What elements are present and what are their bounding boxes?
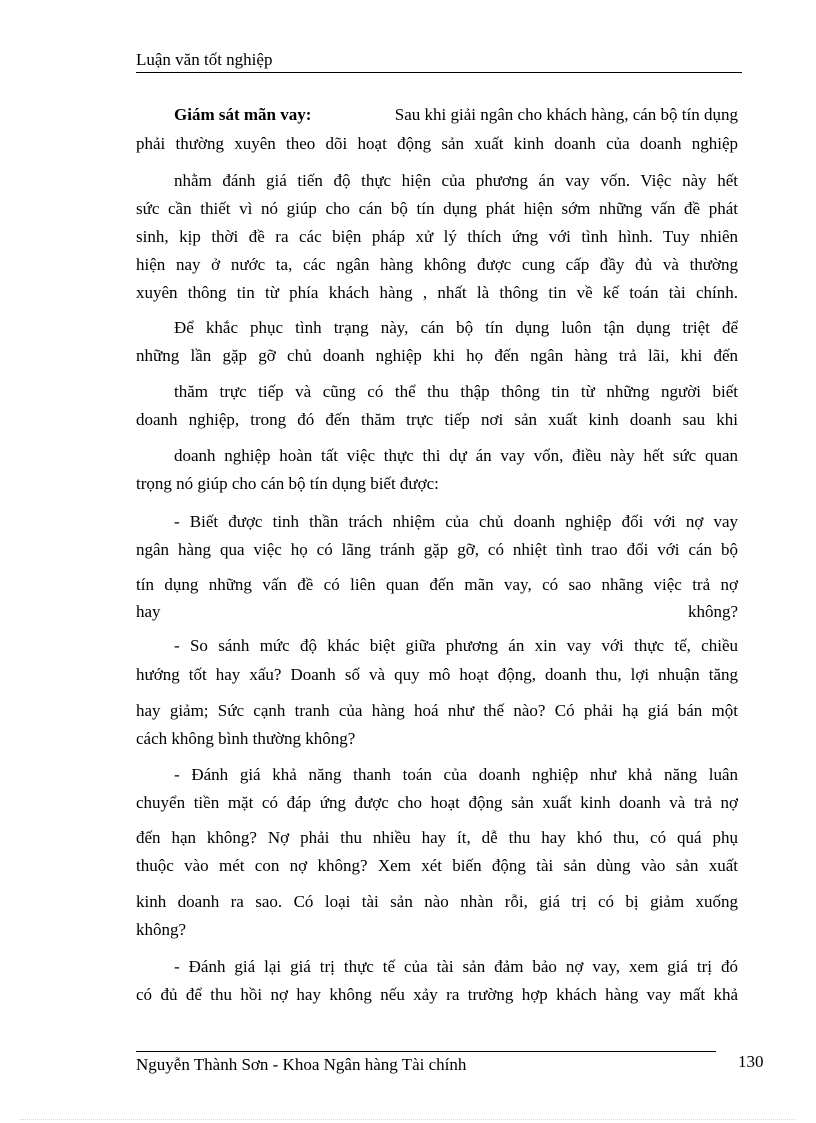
paragraph-line: doanh nghiệp, trong đó đến thăm trực tiếp nơi sản xuất kinh doanh sau khi [136, 410, 738, 429]
bullet-line: cách không bình thường không? [136, 729, 356, 748]
paragraph-line: phải thường xuyên theo dõi hoạt động sản xuất kinh doanh của doanh nghiệp [136, 134, 738, 153]
paragraph-line: hiện nay ở nước ta, các ngân hàng không được cung cấp đầy đủ và thường [136, 255, 738, 274]
footer-author: Nguyễn Thành Sơn - Khoa Ngân hàng Tài chính [136, 1055, 467, 1074]
bullet-word: hay [136, 602, 161, 621]
bullet-line: hay giảm; Sức cạnh tranh của hàng hoá như thế nào? Có phải hạ giá bán một [136, 701, 738, 720]
bullet-line [136, 603, 738, 620]
bullet-line: đến hạn không? Nợ phải thu nhiều hay ít, dễ thu hay khó thu, có quá phụ [136, 828, 738, 847]
bullet-line: - So sánh mức độ khác biệt giữa phương án xin vay với thực tế, chiều [174, 636, 738, 655]
paragraph-line: xuyên thông tin từ phía khách hàng , nhất là thông tin về kế toán tài chính. [136, 283, 738, 302]
page-edge-divider [20, 1119, 796, 1120]
paragraph-line: sinh, kịp thời đề ra các biện pháp xử lý thích ứng với tình hình. Tuy nhiên [136, 227, 738, 246]
bullet-line: ngân hàng qua việc họ có lãng tránh gặp gỡ, có nhiệt tình trao đổi với cán bộ [136, 540, 738, 559]
header-rule [136, 72, 742, 73]
page-number: 130 [738, 1052, 764, 1071]
paragraph-line: Để khắc phục tình trạng này, cán bộ tín dụng luôn tận dụng triệt để [174, 318, 738, 337]
bullet-line: có đủ để thu hồi nợ hay không nếu xảy ra trường hợp khách hàng vay mất khả [136, 985, 738, 1004]
paragraph-line: những lần gặp gỡ chủ doanh nghiệp khi họ đến ngân hàng trả lãi, khi đến [136, 346, 738, 365]
bullet-line: chuyển tiền mặt có đáp ứng được cho hoạt động sản xuất kinh doanh và trả nợ [136, 793, 738, 812]
paragraph-line: thăm trực tiếp và cũng có thể thu thập thông tin từ những người biết [174, 382, 738, 401]
bullet-line: - Đánh giá lại giá trị thực tế của tài sản đảm bảo nợ vay, xem giá trị đó [174, 957, 738, 976]
bullet-line: hướng tốt hay xấu? Doanh số và quy mô hoạt động, doanh thu, lợi nhuận tăng [136, 665, 738, 684]
paragraph-line: doanh nghiệp hoàn tất việc thực thi dự án vay vốn, điều này hết sức quan [174, 446, 738, 465]
bullet-line: - Biết được tinh thần trách nhiệm của chủ doanh nghiệp đối với nợ vay [174, 512, 738, 531]
bullet-line: thuộc vào mét con nợ không? Xem xét biến động tài sản dùng vào sản xuất [136, 856, 738, 875]
running-header: Luận văn tốt nghiệp [136, 50, 273, 69]
bullet-word: không? [687, 602, 738, 621]
paragraph-line: sức cần thiết vì nó giúp cho cán bộ tín dụng phát hiện sớm những vấn đề phát [136, 199, 738, 218]
bullet-line: kinh doanh ra sao. Có loại tài sản nào nhàn rỗi, giá trị có bị giảm xuống [136, 892, 738, 911]
paragraph-line [136, 106, 738, 123]
bullet-line: không? [136, 920, 187, 939]
paragraph-line: trọng nó giúp cho cán bộ tín dụng biết được: [136, 474, 439, 493]
paragraph-label: Giám sát mãn vay: [174, 105, 312, 124]
bullet-line: tín dụng những vấn đề có liên quan đến mãn vay, có sao nhãng việc trả nợ [136, 575, 738, 594]
footer-rule [136, 1051, 716, 1052]
paragraph-text: Sau khi giải ngân cho khách hàng, cán bộ tín dụng [394, 105, 738, 124]
paragraph-line: nhằm đánh giá tiến độ thực hiện của phương án vay vốn. Việc này hết [174, 171, 738, 190]
bullet-line: - Đánh giá khả năng thanh toán của doanh nghiệp như khả năng luân [174, 765, 738, 784]
